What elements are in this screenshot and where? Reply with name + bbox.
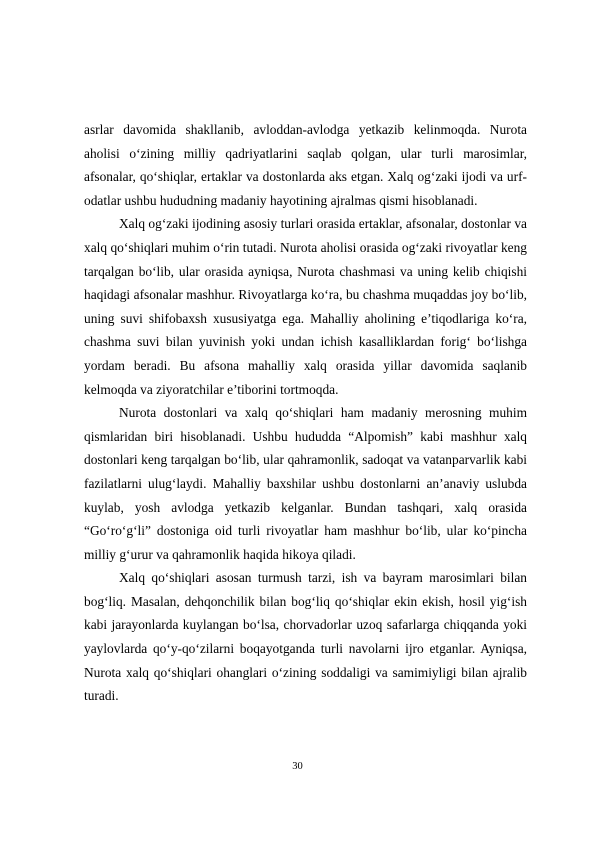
paragraph-continuation: asrlar davomida shakllanib, avloddan-avlodga yetkazib kelinmoqda. Nurota aholisi o‘zining milliy qadriyatlarini saqlab qolgan, ular turli marosimlar, afsonalar, qo‘shiqlar, ertaklar va dostonlarda aks etgan. Xalq og‘zaki ijodi va urf-odatlar ushbu hududning madaniy hayotining ajralmas qismi hisoblanadi. bbox=[84, 122, 527, 208]
paragraph-oral-folklore: Xalq og‘zaki ijodining asosiy turlari orasida ertaklar, afsonalar, dostonlar va xalq qo‘shiqlari muhim o‘rin tutadi. Nurota aholisi orasida og‘zaki rivoyatlar keng tarqalgan bo‘lib, ular orasida ayniqsa, Nurota chashmasi va uning kelib chiqishi haqidagi afsonalar mashhur. Rivoyatlarga ko‘ra, bu chashma muqaddas joy bo‘lib, uning suvi shifobaxsh xususiyatga ega. Mahalliy aholining e’tiqodlariga ko‘ra, chashma suvi bilan yuvinish yoki undan ichish kasalliklardan forig‘ bo‘lishga yordam beradi. Bu afsona mahalliy xalq orasida yillar davomida saqlanib kelmoqda va ziyoratchilar e’tiborini tortmoqda. bbox=[84, 216, 527, 397]
page-number: 30 bbox=[292, 761, 303, 772]
paragraph-epics: Nurota dostonlari va xalq qo‘shiqlari ham madaniy merosning muhim qismlaridan biri hisoblanadi. Ushbu hududda “Alpomish” kabi mashhur xalq dostonlari keng tarqalgan bo‘lib, ular qahramonlik, sadoqat va vatanparvarlik kabi fazilatlarni ulug‘laydi. Mahalliy baxshilar ushbu dostonlarni an’anaviy uslubda kuylab, yosh avlodga yetkazib kelganlar. Bundan tashqari, xalq orasida “Go‘ro‘g‘li” dostoniga oid turli rivoyatlar ham mashhur bo‘lib, ular ko‘pincha milliy g‘urur va qahramonlik haqida hikoya qiladi. bbox=[84, 405, 527, 562]
paragraph-folk-songs: Xalq qo‘shiqlari asosan turmush tarzi, ish va bayram marosimlari bilan bog‘liq. Masalan, dehqonchilik bilan bog‘liq qo‘shiqlar ekin ekish, hosil yig‘ish kabi jarayonlarda kuylangan bo‘lsa, chorvadorlar uzoq safarlarga chiqqanda yoki yaylovlarda qo‘y-qo‘zilarni boqayotganda turli navolarni ijro etganlar. Ayniqsa, Nurota xalq qo‘shiqlari ohanglari o‘zining soddaligi va samimiyligi bilan ajralib turadi. bbox=[84, 570, 527, 704]
document-body bbox=[84, 118, 527, 708]
